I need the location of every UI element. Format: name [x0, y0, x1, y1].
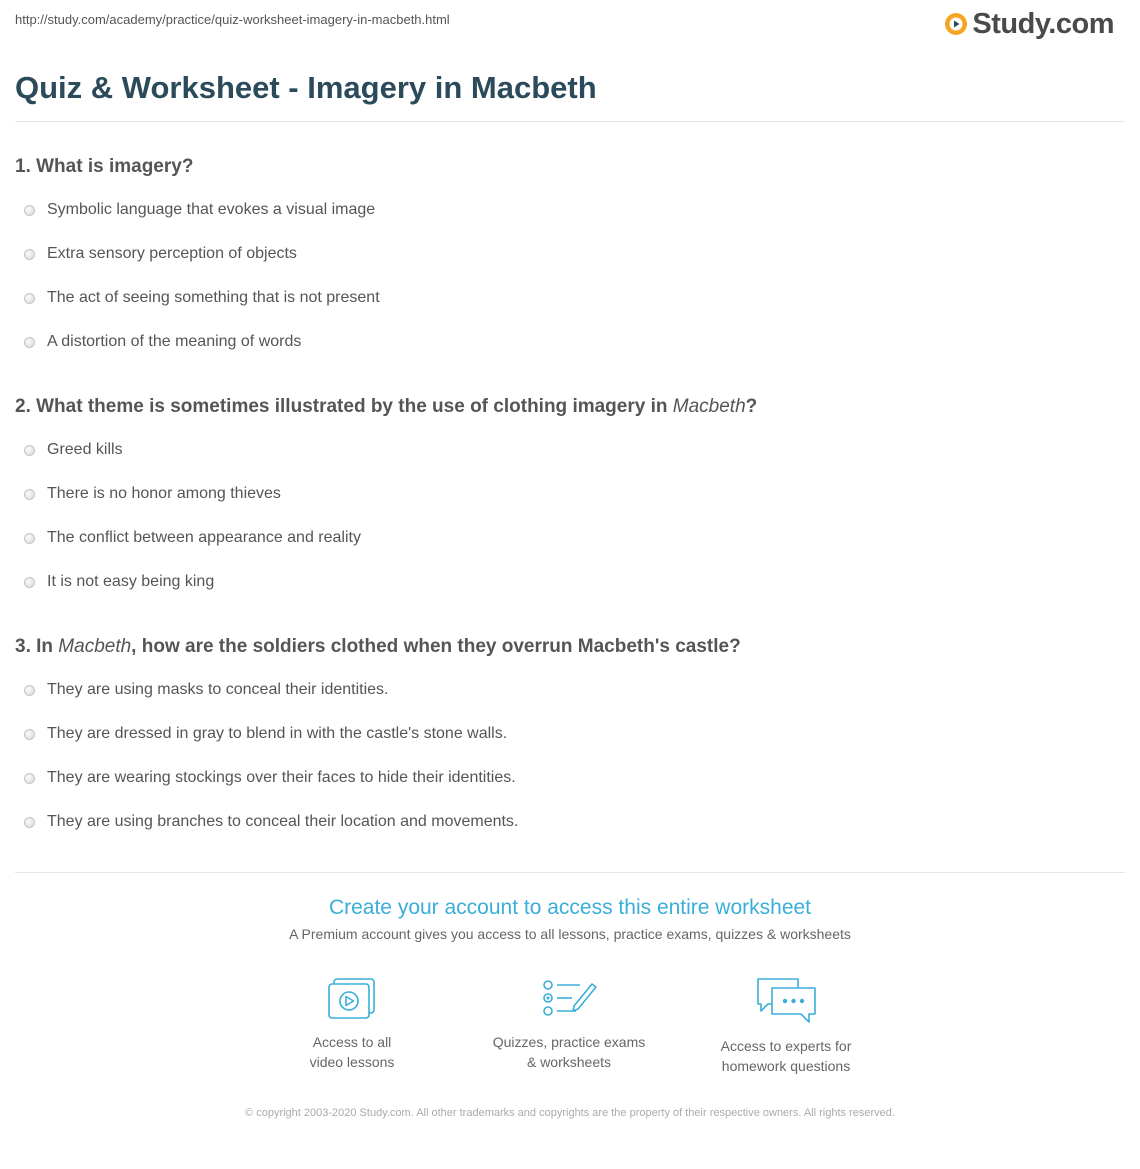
radio-button[interactable]	[24, 293, 35, 304]
answer-option[interactable]: The act of seeing something that is not present	[24, 289, 380, 307]
radio-button[interactable]	[24, 577, 35, 588]
answer-option[interactable]: The conflict between appearance and reality	[24, 529, 361, 547]
radio-button[interactable]	[24, 817, 35, 828]
quiz-checklist-icon	[540, 976, 598, 1022]
video-lessons-icon	[325, 976, 379, 1022]
feature-experts	[686, 976, 886, 1076]
answer-option[interactable]: A distortion of the meaning of words	[24, 333, 301, 351]
answer-option[interactable]: Symbolic language that evokes a visual image	[24, 201, 375, 219]
study-logo[interactable]	[944, 8, 1114, 40]
answer-option[interactable]: They are using masks to conceal their identities.	[24, 681, 389, 699]
cta-subtitle: A Premium account gives you access to all lessons, practice exams, quizzes & worksheets	[289, 926, 851, 942]
radio-button[interactable]	[24, 685, 35, 696]
radio-button[interactable]	[24, 445, 35, 456]
radio-button[interactable]	[24, 337, 35, 348]
radio-button[interactable]	[24, 205, 35, 216]
radio-button[interactable]	[24, 773, 35, 784]
radio-button[interactable]	[24, 729, 35, 740]
answer-option[interactable]: They are using branches to conceal their location and movements.	[24, 813, 518, 831]
question-3: 3. In Macbeth, how are the soldiers clothed when they overrun Macbeth's castle?	[15, 636, 741, 657]
question-2: 2. What theme is sometimes illustrated by the use of clothing imagery in Macbeth?	[15, 396, 758, 417]
title-divider	[15, 121, 1125, 122]
answer-option[interactable]: There is no honor among thieves	[24, 485, 281, 503]
play-logo-icon	[944, 12, 968, 36]
radio-button[interactable]	[24, 489, 35, 500]
answer-option[interactable]: Extra sensory perception of objects	[24, 245, 297, 263]
answer-option[interactable]: They are wearing stockings over their faces to hide their identities.	[24, 769, 516, 787]
logo-text: Study.com	[972, 8, 1114, 40]
radio-button[interactable]	[24, 533, 35, 544]
feature-label: Quizzes, practice exams & worksheets	[492, 1034, 646, 1070]
feature-video-lessons	[252, 976, 452, 1072]
cta-divider	[15, 872, 1125, 873]
footer-copyright: © copyright 2003-2020 Study.com. All other trademarks and copyrights are the property of their respective owners. All rights reserved.	[245, 1107, 895, 1119]
answer-option[interactable]: Greed kills	[24, 441, 123, 459]
feature-label: Access to all video lessons	[309, 1034, 395, 1070]
feature-label: Access to experts for homework questions	[720, 1038, 852, 1074]
question-1: 1. What is imagery?	[15, 156, 194, 177]
page-title: Quiz & Worksheet - Imagery in Macbeth	[15, 70, 597, 105]
page-url: http://study.com/academy/practice/quiz-worksheet-imagery-in-macbeth.html	[15, 12, 450, 27]
radio-button[interactable]	[24, 249, 35, 260]
feature-quizzes	[469, 976, 669, 1072]
chat-bubbles-icon	[754, 976, 818, 1026]
answer-option[interactable]: It is not easy being king	[24, 573, 214, 591]
answer-option[interactable]: They are dressed in gray to blend in with the castle's stone walls.	[24, 725, 507, 743]
create-account-link[interactable]: Create your account to access this entire worksheet	[328, 896, 812, 919]
